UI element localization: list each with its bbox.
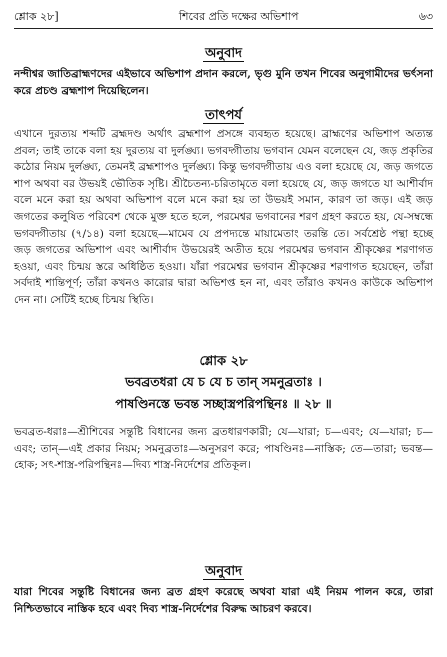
verse-line-1: ভবব্রতধরা যে চ যে চ তান্ সমনুব্রতাঃ । — [125, 374, 322, 389]
synonyms-text: ভবব্রত-ধরাঃ—শ্রীশিবের সন্তুষ্টি বিধানের জন্য ব্রতধারণকারী; যে—যারা; চ—এবং; যে—যারা; চ—এবং; তান্—এই প্রকার নিয়ম; সমনুব্রতাঃ—অনুসরণ করে; পাষণ্ডিনঃ—নাস্তিক; তে—তারা; ভবন্ত—হোক; সৎ-শাস্ত্র-পরিপন্থিনঃ—দিব্য শাস্ত্র-নির্দেশের প্রতিকূল। — [14, 426, 433, 472]
purport-heading: তাৎপর্য — [205, 108, 242, 123]
purport-text: এখানে দুরত্যয় শব্দটি ব্রহ্মদণ্ড অর্থাৎ ব্রহ্মশাপ প্রসঙ্গে ব্যবহৃত হয়েছে। ব্রাহ্মণের অভিশাপ অত্যন্ত প্রবল; তাই তাকে বলা হয় দুরত্যয় বা দুর্লঙ্ঘ্য। ভগবদ্গীতায় ভগবান যেমন বলেছেন যে, জড় প্রকৃতির কঠোর নিয়ম দুর্লঙ্ঘ্য, তেমনই ব্রহ্মশাপও দুর্লঙ্ঘ্য। কিন্তু ভগবদ্গীতায় এও বলা হয়েছে যে, জড় জগতে শাপ অথবা বর উভয়ই ভৌতিক সৃষ্টি। শ্রীচৈতন্য-চরিতামৃতে বলা হয়েছে যে, জড় জগতে যা আশীর্বাদ বলে মনে করা হয় অথবা অভিশাপ বলে মনে করা হয় তা উভয়ই সমান, কারণ তা জড়। এই জড় জগতের কলুষিত পরিবেশ থেকে মুক্ত হতে হলে, পরমেশ্বর ভগবানের শরণ গ্রহণ করতে হয়, যে-সম্বন্ধে ভগবদ্গীতায় (৭/১৪) বলা হয়েছে—মামেব যে প্রপদ্যন্তে মায়ামেতাং তরন্তি তে। সর্বশ্রেষ্ঠ পন্থা হচ্ছে জড় জগতের অভিশাপ এবং আশীর্বাদ উভয়েরই অতীত হয়ে পরমেশ্বর ভগবান শ্রীকৃষ্ণের শরণাগত হওয়া, এবং চিন্ময় স্তরে অধিষ্ঠিত হওয়া। যাঁরা পরমেশ্বর ভগবান শ্রীকৃষ্ণের শরণাগত হয়েছেন, তাঁরা সর্বদাই শান্তিপূর্ণ; তাঁরা কখনও কারোর দ্বারা অভিশপ্ত হন না, এবং তাঁরাও কখনও কাউকে অভিশাপ দেন না। সেটিই হচ্ছে চিন্ময় স্থিতি। — [14, 128, 433, 306]
verse-heading: শ্লোক ২৮ — [199, 354, 248, 369]
running-header — [14, 8, 433, 26]
header-rule — [14, 28, 433, 29]
translation-text-2: যারা শিবের সন্তুষ্টি বিধানের জন্য ব্রত গ্রহণ করেছে অথবা যারা এই নিয়ম পালন করে, তারা নিশ্চিতভাবে নাস্তিক হবে এবং দিব্য শাস্ত্র-নির্দেশের বিরুদ্ধ আচরণ করবে। — [14, 586, 433, 615]
page-number: ৬৩ — [418, 9, 433, 23]
verse-line-2: পাষণ্ডিনস্তে ভবন্ত সচ্ছাস্ত্রপরিপন্থিনঃ ॥ ২৮ ॥ — [115, 396, 332, 411]
header-verse-ref: শ্লোক ২৮] — [14, 9, 59, 23]
translation-heading: অনুবাদ — [205, 46, 242, 61]
translation-text: নন্দীশ্বর জাতিব্রাহ্মণদের এইভাবে অভিশাপ প্রদান করলে, ভৃগু মুনি তখন শিবের অনুগামীদের ভর্ৎসনা করে প্রচণ্ড ব্রহ্মশাপ দিয়েছিলেন। — [14, 68, 433, 97]
header-chapter-title: শিবের প্রতি দক্ষের অভিশাপ — [178, 9, 299, 23]
translation-heading-2: অনুবাদ — [205, 564, 242, 579]
